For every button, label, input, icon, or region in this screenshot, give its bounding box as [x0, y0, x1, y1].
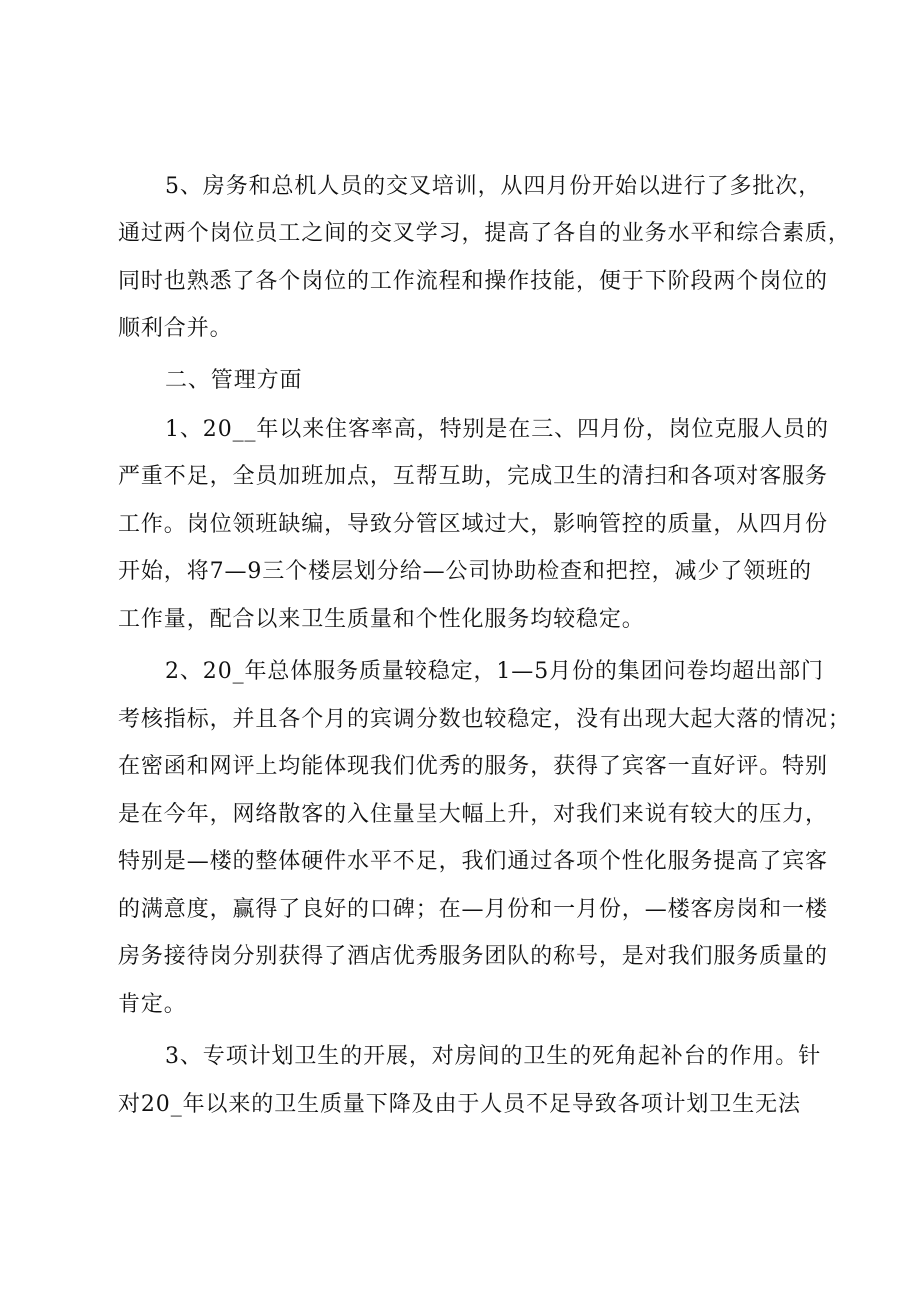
paragraph-1-line-4: 开始，将7—9三个楼层划分给—公司协助检查和把控，减少了领班的	[118, 559, 812, 584]
paragraph-2-line-1: 2、20_年总体服务质量较稳定，1—5月份的集团问卷均超出部门	[165, 659, 824, 684]
paragraph-3-line-1: 3、专项计划卫生的开展，对房间的卫生的死角起补台的作用。针	[165, 1044, 822, 1069]
paragraph-2-line-8: 肯定。	[118, 992, 187, 1017]
paragraph-1-line-2: 严重不足，全员加班加点，互帮互助，完成卫生的清扫和各项对客服务	[118, 464, 828, 489]
paragraph-3-line-2: 对20_年以来的卫生质量下降及由于人员不足导致各项计划卫生无法	[118, 1092, 801, 1117]
paragraph-5-line-3: 同时也熟悉了各个岗位的工作流程和操作技能，便于下阶段两个岗位的	[118, 269, 828, 294]
paragraph-5-line-4: 顺利合并。	[118, 316, 233, 341]
paragraph-2-line-3: 在密函和网评上均能体现我们优秀的服务，获得了宾客一直好评。特别	[118, 754, 828, 779]
paragraph-1-line-3: 工作。岗位领班缺编，导致分管区域过大，影响管控的质量，从四月份	[118, 512, 828, 537]
paragraph-5-line-2: 通过两个岗位员工之间的交叉学习，提高了各自的业务水平和综合素质，	[118, 221, 851, 246]
paragraph-2-line-4: 是在今年，网络散客的入住量呈大幅上升，对我们来说有较大的压力，	[118, 802, 828, 827]
section-heading: 二、管理方面	[165, 368, 303, 393]
paragraph-2-line-5: 特别是—楼的整体硬件水平不足，我们通过各项个性化服务提高了宾客	[118, 849, 828, 874]
paragraph-1-line-1: 1、20__年以来住客率高，特别是在三、四月份，岗位克服人员的	[165, 417, 829, 442]
paragraph-1-line-5: 工作量，配合以来卫生质量和个性化服务均较稳定。	[118, 607, 645, 632]
paragraph-2-line-6: 的满意度，赢得了良好的口碑；在—月份和一月份，—楼客房岗和一楼	[118, 897, 828, 922]
paragraph-2-line-7: 房务接待岗分别获得了酒店优秀服务团队的称号，是对我们服务质量的	[118, 944, 828, 969]
paragraph-5-line-1: 5、房务和总机人员的交叉培训，从四月份开始以进行了多批次，	[165, 174, 822, 199]
paragraph-2-line-2: 考核指标，并且各个月的宾调分数也较稳定，没有出现大起大落的情况；	[118, 707, 851, 732]
